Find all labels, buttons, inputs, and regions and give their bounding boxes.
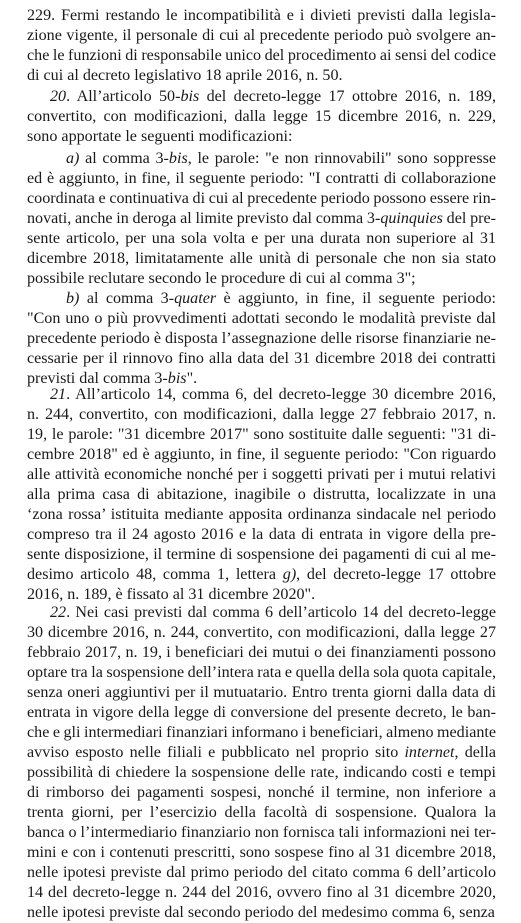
text-run: zione vigente, il personale di cui al precedente periodo può svolgere an- bbox=[27, 27, 496, 44]
para-22-line bbox=[50, 603, 496, 623]
para-20-a-line bbox=[27, 269, 416, 289]
italic-text: bis bbox=[168, 150, 188, 167]
para-20-b-line bbox=[27, 329, 496, 349]
text-run: "Con uno o più provvedimenti adottati secondo le modalità previste dal bbox=[27, 310, 496, 327]
para-20-a-line bbox=[66, 149, 496, 169]
text-run: entrata in vigore della legge di conversione del presente decreto, le ban- bbox=[27, 704, 496, 721]
para-20-a-line bbox=[27, 229, 496, 249]
italic-text: 21 bbox=[50, 386, 67, 403]
italic-text: 20 bbox=[50, 88, 67, 105]
text-run: coordinata e continuativa di cui al precedente periodo possono essere rin- bbox=[27, 190, 496, 207]
italic-text: bis bbox=[167, 370, 187, 387]
para-21-line bbox=[27, 485, 496, 505]
para-21-line bbox=[27, 505, 496, 525]
text-run: nelle ipotesi previste dal primo periodo del citato comma 6 dell’articolo bbox=[27, 864, 496, 881]
para-22-line bbox=[27, 703, 496, 723]
text-run: di rimborso dei pagamenti sospesi, nonché il termine, non inferiore a bbox=[27, 784, 496, 801]
para-20-line bbox=[50, 87, 496, 107]
para-22-line bbox=[27, 863, 496, 883]
para-22-line bbox=[27, 783, 496, 803]
text-run: cessarie per il rinnovo fino alla data del 31 dicembre 2018 dei contratti bbox=[27, 350, 497, 367]
para-22-line bbox=[27, 643, 496, 663]
para-20-b-line bbox=[66, 289, 496, 309]
text-run: nelle ipotesi previste dal secondo periodo del medesimo comma 6, senza bbox=[27, 904, 495, 921]
text-run: 14 del decreto-legge n. 244 del 2016, ovvero fino al 31 dicembre 2020, bbox=[27, 884, 496, 901]
p-229-tail-line bbox=[27, 26, 496, 46]
italic-text: quater bbox=[174, 290, 217, 307]
text-run: avviso esposto nelle filiali e pubblicato nel proprio sito bbox=[27, 744, 405, 761]
italic-text: a) bbox=[66, 150, 80, 167]
text-run: alla prima casa di abitazione, inagibile o distrutta, localizzate in una bbox=[27, 486, 496, 503]
text-run: che e gli intermediari finanziari informano i beneficiari, almeno mediante bbox=[27, 724, 496, 741]
para-22-line bbox=[27, 903, 495, 923]
para-22-line bbox=[27, 803, 496, 823]
italic-text: quinquies bbox=[380, 210, 443, 227]
para-22-line bbox=[27, 883, 496, 903]
para-21-line bbox=[27, 565, 496, 585]
text-run: banca o l’intermediario finanziario non fornisca tali informazioni nei ter- bbox=[27, 824, 496, 841]
text-run: del pre- bbox=[442, 210, 496, 227]
text-run: . Nei casi previsti dal comma 6 dell’articolo 14 del decreto-legge bbox=[66, 604, 496, 621]
para-20-a-line bbox=[27, 189, 496, 209]
text-run: mini e con i contenuti prescritti, sono sospese fino al 31 dicembre 2018, bbox=[27, 844, 496, 861]
para-22-line bbox=[27, 723, 496, 743]
text-run: optare tra la sospensione dell’intera rata e quella della sola quota capitale, bbox=[27, 664, 496, 681]
text-run: sono apportate le seguenti modificazioni: bbox=[27, 128, 293, 145]
text-run: desimo articolo 48, comma 1, lettera bbox=[27, 566, 283, 583]
text-run: ‘zona rossa’ istituita mediante apposita ordinanza sindacale nel periodo bbox=[27, 506, 496, 523]
text-run: senza oneri aggiuntivi per il mutuatario. Entro trenta giorni dalla data di bbox=[27, 684, 496, 701]
para-22-line bbox=[27, 823, 496, 843]
para-20-a-line bbox=[27, 249, 496, 269]
p-229-tail-line bbox=[27, 66, 343, 86]
text-run: 229. Fermi restando le incompatibilità e i divieti previsti dalla legisla- bbox=[27, 7, 496, 24]
p-229-tail-line bbox=[27, 6, 496, 26]
text-run: che le funzioni di responsabile unico del procedimento ai sensi del codice bbox=[27, 47, 496, 64]
text-run: ". bbox=[186, 370, 198, 387]
text-run: al comma 3- bbox=[79, 290, 175, 307]
text-run: . All’articolo 14, comma 6, del decreto-legge 30 dicembre 2016, bbox=[66, 386, 496, 403]
para-21-line bbox=[27, 445, 496, 465]
para-20-b-line bbox=[27, 309, 496, 329]
text-run: alle attività economiche nonché per i soggetti privati per i mutui relativi bbox=[27, 466, 497, 483]
para-21-line bbox=[50, 385, 496, 405]
para-22-line bbox=[27, 623, 496, 643]
text-run: compreso tra il 24 agosto 2016 e la data di entrata in vigore della pre- bbox=[27, 526, 496, 543]
para-21-line bbox=[27, 585, 315, 605]
para-20-line bbox=[27, 107, 496, 127]
text-run: febbraio 2017, n. 19, i beneficiari dei mutui o dei finanziamenti possono bbox=[27, 644, 496, 661]
text-run: possibile reclutare secondo le procedure di cui al comma 3"; bbox=[27, 270, 416, 287]
para-22-line bbox=[27, 843, 496, 863]
italic-text: bis bbox=[180, 88, 200, 105]
para-22-line bbox=[27, 763, 496, 783]
text-run: è aggiunto, in fine, il seguente periodo: bbox=[216, 290, 497, 307]
text-run: al comma 3- bbox=[79, 150, 169, 167]
text-run: , del decreto-legge 17 ottobre bbox=[296, 566, 497, 583]
text-run: 2016, n. 189, è fissato al 31 dicembre 2020". bbox=[27, 586, 316, 603]
text-run: 19, le parole: "31 dicembre 2017" sono sostituite dalle seguenti: "31 di- bbox=[27, 426, 496, 443]
para-21-line bbox=[27, 525, 496, 545]
text-run: del decreto-legge 17 ottobre 2016, n. 189, bbox=[199, 88, 496, 105]
text-run: sente articolo, per una sola volta e per una durata non superiore al 31 bbox=[27, 230, 496, 247]
para-21-line bbox=[27, 425, 496, 445]
italic-text: g) bbox=[282, 566, 297, 583]
para-22-line bbox=[27, 663, 496, 683]
text-run: sente disposizione, il termine di sospensione dei pagamenti di cui al me- bbox=[27, 546, 496, 563]
italic-text: 22 bbox=[50, 604, 67, 621]
text-run: ed è aggiunto, in fine, il seguente periodo: "I contratti di collaborazione bbox=[27, 170, 496, 187]
para-20-line bbox=[27, 127, 292, 147]
text-run: possibilità di chiedere la sospensione delle rate, indicando costi e tempi bbox=[27, 764, 496, 781]
text-run: , le parole: "e non rinnovabili" sono soppresse bbox=[187, 150, 496, 167]
para-21-line bbox=[27, 405, 496, 425]
p-229-tail-line bbox=[27, 46, 496, 66]
text-run: convertito, con modificazioni, dalla legge 15 dicembre 2016, n. 229, bbox=[27, 108, 496, 125]
text-run: dicembre 2018, limitatamente alle unità di personale che non sia stato bbox=[27, 250, 496, 267]
text-run: novati, anche in deroga al limite previsto dal comma 3- bbox=[27, 210, 381, 227]
para-21-line bbox=[27, 545, 496, 565]
text-run: , della bbox=[454, 744, 496, 761]
italic-text: b) bbox=[66, 290, 80, 307]
para-21-line bbox=[27, 465, 496, 485]
text-run: n. 244, convertito, con modificazioni, dalla legge 27 febbraio 2017, n. bbox=[27, 406, 496, 423]
text-run: cembre 2018" ed è aggiunto, in fine, il seguente periodo: "Con riguardo bbox=[27, 446, 496, 463]
text-run: 30 dicembre 2016, n. 244, convertito, con modificazioni, dalla legge 27 bbox=[27, 624, 496, 641]
para-20-b-line bbox=[27, 349, 496, 369]
text-run: precedente periodo è disposta l’assegnazione delle risorse finanziarie ne- bbox=[27, 330, 496, 347]
para-22-line bbox=[27, 683, 496, 703]
italic-text: internet bbox=[404, 744, 455, 761]
text-run: . All’articolo 50- bbox=[66, 88, 181, 105]
para-20-a-line bbox=[27, 169, 496, 189]
text-run: trenta giorni, per l’esercizio della facoltà di sospensione. Qualora la bbox=[27, 804, 497, 821]
para-22-line bbox=[27, 743, 496, 763]
text-run: previsti dal comma 3- bbox=[27, 370, 168, 387]
text-run: di cui al decreto legislativo 18 aprile 2016, n. 50. bbox=[27, 67, 343, 84]
para-20-a-line bbox=[27, 209, 496, 229]
